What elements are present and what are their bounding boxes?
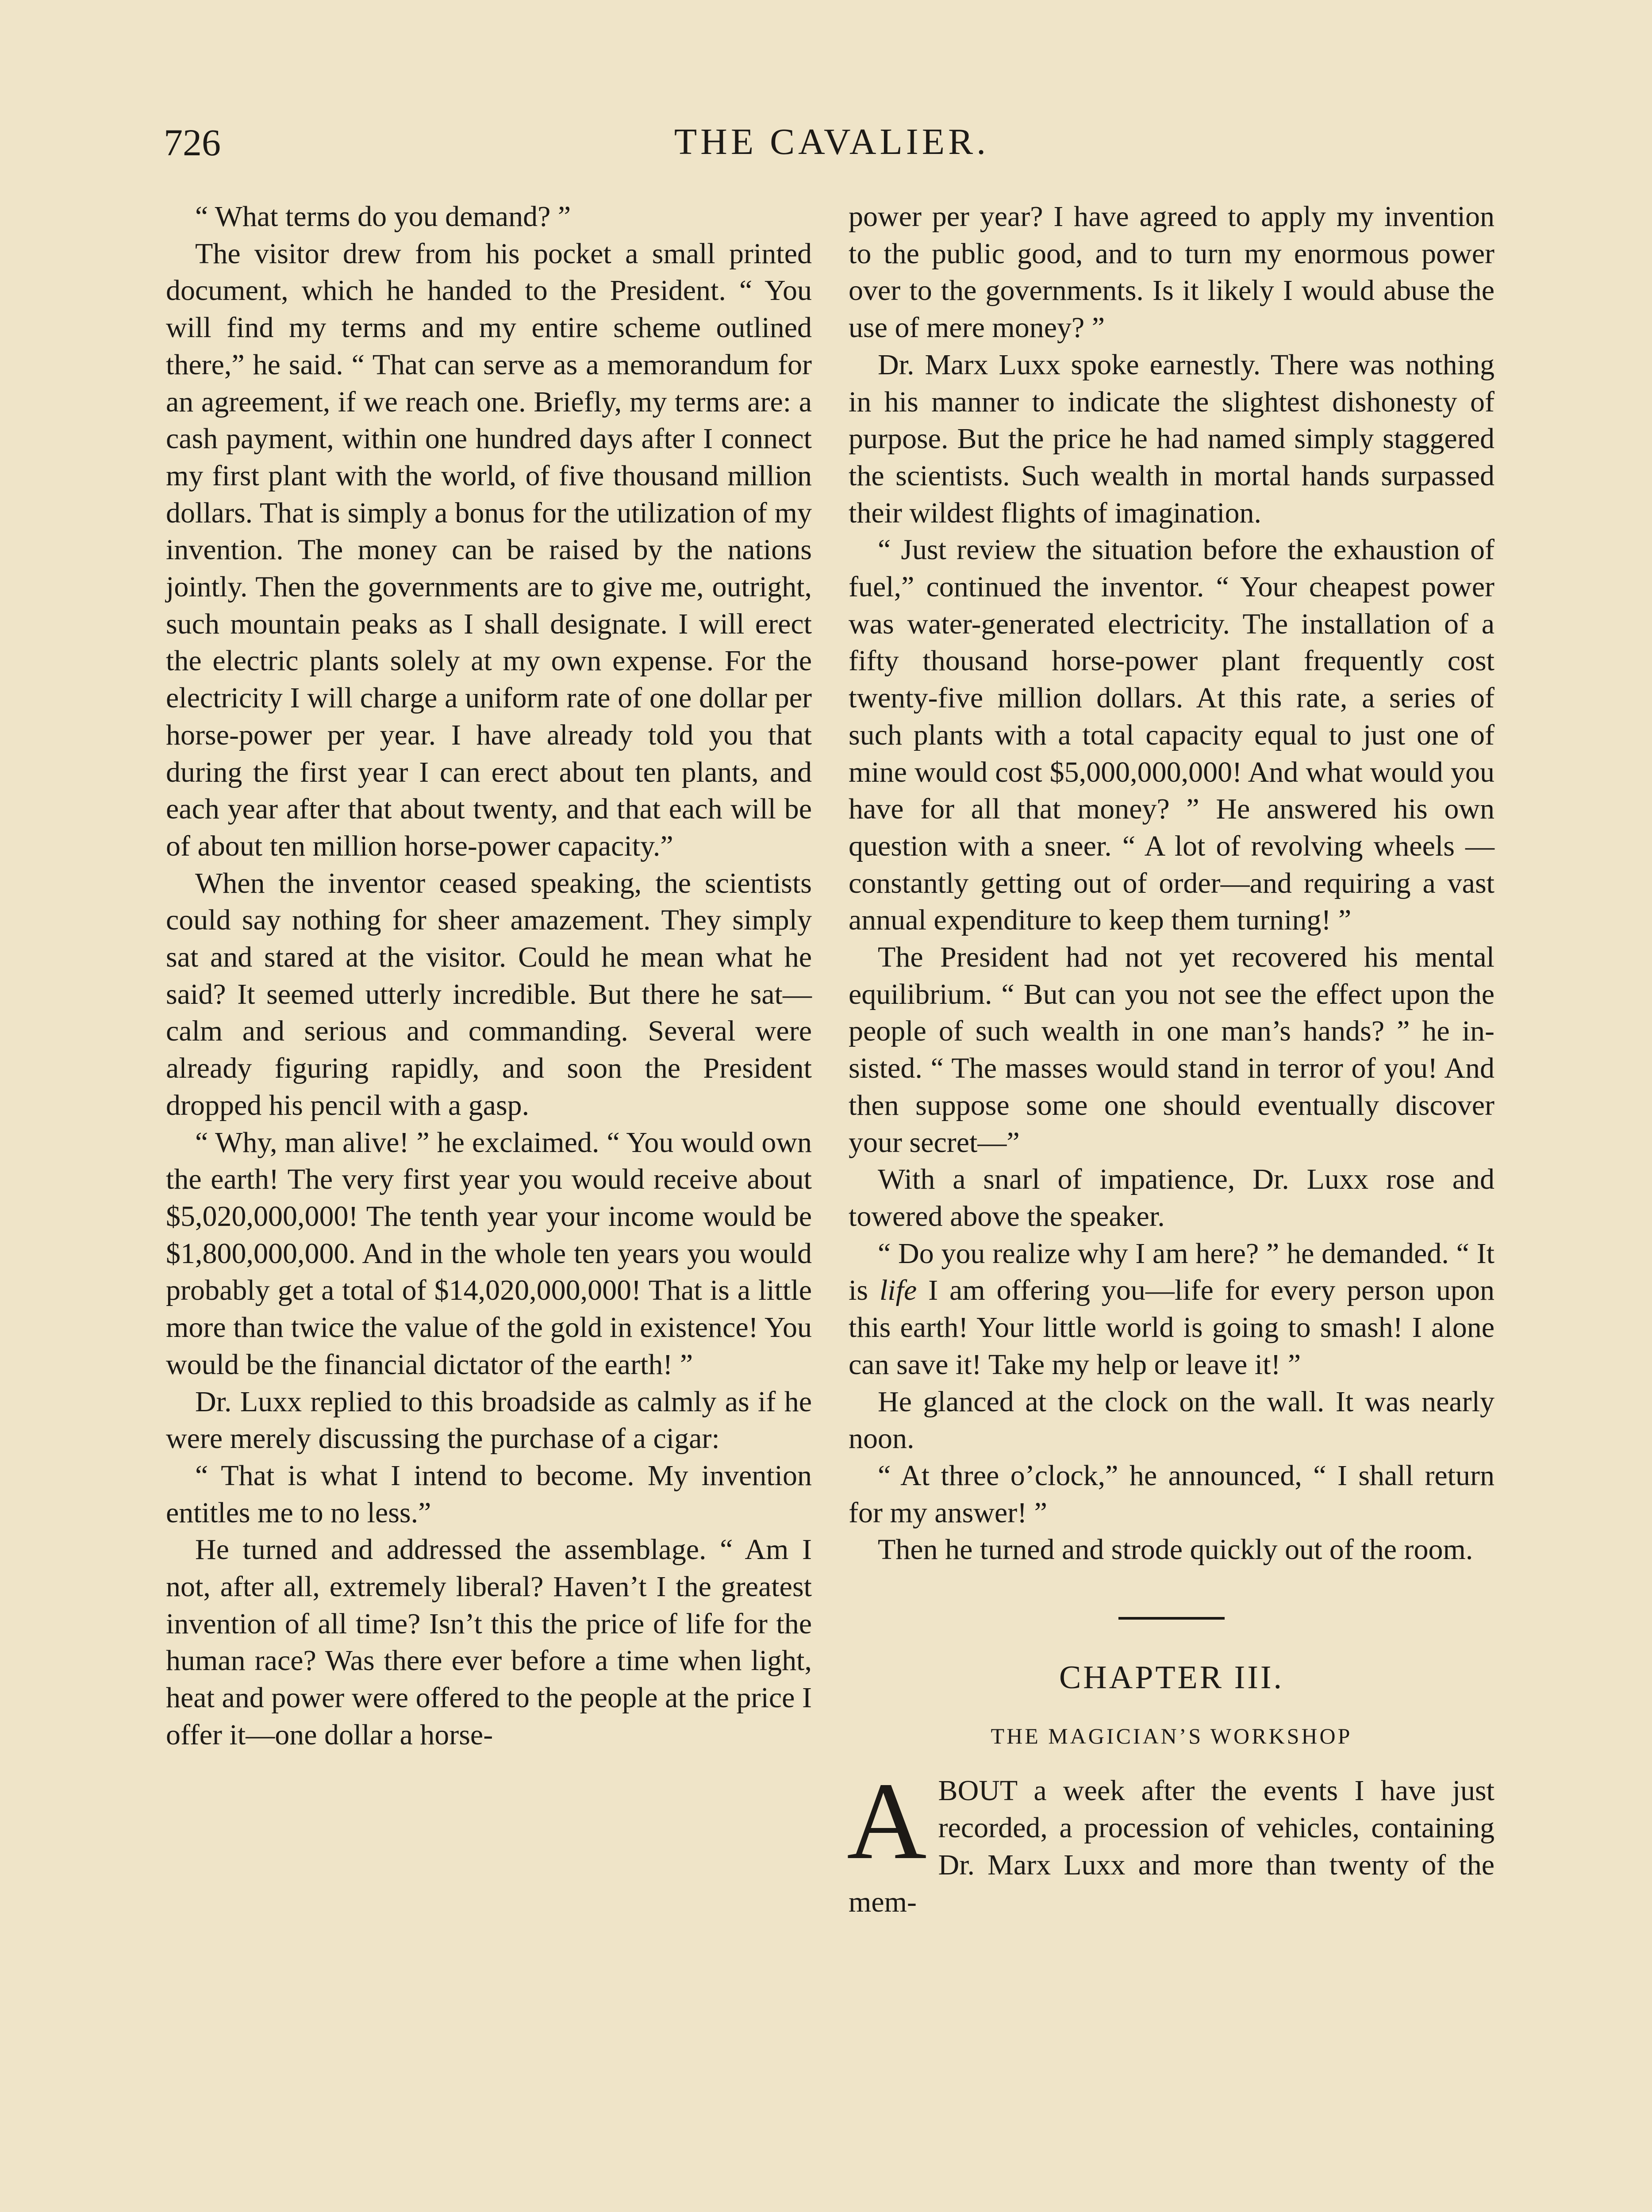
paragraph: The President had not yet recovered his mental equilibrium. “ But can you not see the effect upon the people of such wealth in one man’s hands? ” he insisted. “ The masses would stand in terror of you! And then suppose some one should eventually discover your secret—”	[849, 941, 1494, 1159]
chapter-title: CHAPTER III.	[1059, 1659, 1284, 1696]
chapter-subtitle: THE MAGICIAN’S WORKSHOP	[991, 1723, 1352, 1748]
paragraph: He turned and addressed the assemblage. “ Am I not, after all, extremely liberal? Haven’t I the greatest invention of all time? Isn’t this the price of life for the human race? Was there ever before a time when light, heat and power were offered to the people at the price I offer it—one dollar a horse-	[166, 1533, 812, 1751]
page-number: 726	[164, 121, 221, 164]
section-divider	[1118, 1617, 1225, 1620]
opening-caps: BOUT	[938, 1774, 1018, 1807]
right-column	[849, 198, 1494, 1920]
paragraph	[849, 1235, 1494, 1383]
paragraph: “ At three o’clock,” he announced, “ I shall return for my answer! ”	[849, 1459, 1494, 1529]
paragraph: Then he turned and strode quickly out of the room.	[878, 1533, 1473, 1566]
left-column	[166, 198, 812, 1754]
paragraph: He glanced at the clock on the wall. It was nearly noon.	[849, 1385, 1494, 1455]
running-title: THE CAVALIER.	[674, 121, 990, 162]
paragraph: “ Why, man alive! ” he exclaimed. “ You would own the earth! The very first year you would receive about $5,020,000,000! The tenth year your income would be $1,800,000,000. And in the whole ten years you would probably get a total of $14,020,000,000! That is a little more than twice the value of the gold in existence! You would be the financial dictator of the earth! ”	[166, 1126, 812, 1381]
page-header	[164, 120, 1500, 173]
paragraph: Dr. Marx Luxx spoke earnestly. There was nothing in his manner to indicate the slightest dishonesty of purpose. But the price he had named simply staggered the scientists. Such wealth in mortal hands surpassed their wildest flights of imagination.	[849, 348, 1494, 529]
demand-text-end: I am offering you—life for every person upon this earth! Your little world is going to smash! I alone can save it! Take my help or leave it! ”	[849, 1274, 1494, 1381]
paragraph: “ What terms do you demand? ”	[195, 200, 571, 233]
paragraph-continuation: power per year? I have agreed to apply my invention to the public good, and to turn my enormous power over to the governments. Is it likely I would abuse the use of mere money? ”	[849, 200, 1494, 344]
paragraph: “ Just review the situation before the exhaustion of fuel,” continued the inventor. “ Your cheapest power was water-generated electricity. The installation of a fifty thousand horse-power plant frequently cost twenty-five million dollars. At this rate, a series of such plants with a total capacity equal to just one of mine would cost $5,000,000,000! And what would you have for all that money? ” He answered his own question with a sneer. “ A lot of revolving wheels —constantly getting out of order—and requiring a vast annual expenditure to keep them turning! ”	[849, 534, 1494, 937]
paragraph: “ That is what I intend to become. My invention entitles me to no less.”	[166, 1459, 812, 1529]
drop-cap: A	[847, 1760, 927, 1883]
demand-text-start: “ Do you realize why I am here? ” he demanded. “ It is	[849, 1237, 1494, 1307]
paragraph: The visitor drew from his pocket a small printed document, which he handed to the President. “ You will find my terms and my entire scheme outlined there,” he said. “ That can serve as a memorandum for an agreement, if we reach one. Briefly, my terms are: a cash payment, within one hundred days after I connect my first plant with the world, of five thousand million dollars. That is simply a bonus for the utilization of my invention. The money can be raised by the nations jointly. Then the governments are to give me, outright, such mountain peaks as I shall designate. I will erect the electric plants solely at my own expense. For the electricity I will charge a uniform rate of one dollar per horse-power per year. I have already told you that during the first year I can erect about ten plants, and each year after that about twenty, and that each will be of about ten million horse-power capacity.”	[166, 237, 812, 862]
paragraph: When the inventor ceased speaking, the scientists could say nothing for sheer amazement. They simply sat and stared at the visitor. Could he mean what he said? It seemed utterly incredible. But there he sat—calm and serious and commanding. Several were already figuring rapidly, and soon the President dropped his pencil with a gasp.	[166, 867, 812, 1121]
paragraph: Dr. Luxx replied to this broadside as calmly as if he were merely discussing the purchase of a cigar:	[166, 1385, 812, 1455]
paragraph: With a snarl of impatience, Dr. Luxx rose and towered above the speaker.	[849, 1163, 1494, 1233]
opening-text: a week after the events I have just recorded, a procession of vehicles, containing Dr. Marx Luxx and more than twenty of the mem-	[849, 1774, 1494, 1918]
chapter-opening-paragraph	[847, 1760, 1494, 1920]
emphasis-life: life	[879, 1274, 917, 1307]
